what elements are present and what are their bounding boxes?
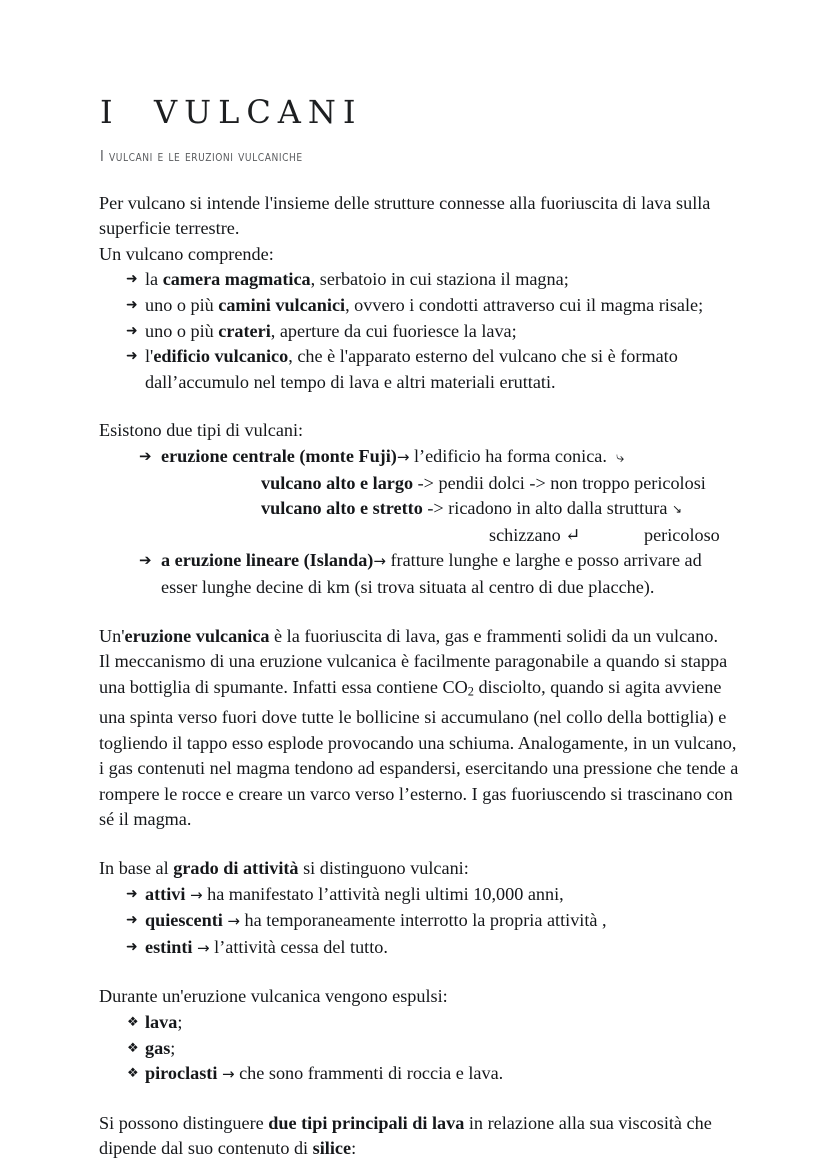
list-item-term: camini vulcanici [218,294,346,315]
list-item-rest: , aperture da cui fuoriesce la lava; [270,320,517,341]
eruption-mechanism [99,649,739,833]
list-item-rest: , che è l'apparato esterno del vulcano che si è formato dall’accumulo nel tempo di lava e altri materiali eruttati. [145,346,678,392]
list-item [99,319,739,345]
lava-types-middle: in relazione alla sua viscosità che dipende dal suo contenuto di [99,1112,712,1159]
arrow-bullet-icon: ➜ [126,322,138,339]
lava-types-paragraph [99,1111,739,1162]
list-item-prefix: uno o più [145,320,219,341]
list-item [99,908,739,935]
arrow-bullet-icon: ➜ [126,912,138,929]
types-heading: Esistono due tipi di vulcani: [99,420,304,441]
lava-types-term-2: silice [312,1138,352,1159]
co2-subscript: 2 [467,684,474,699]
definition-term: eruzione vulcanica [124,625,270,646]
list-item-rest: fratture lunghe e larghe e posso arrivare ad esser lunghe decine di km (si trova situata al centro di due placche). [161,550,702,597]
down-right-arrow-icon: ↘ [671,502,683,517]
subtype-rest: -> ricadono in alto dalla struttura [422,498,668,519]
list-item [99,444,739,471]
right-arrow-bullet-icon: ➔ [139,551,152,570]
activity-heading-term: grado di attività [173,857,299,878]
activity-heading [99,856,739,882]
activity-list [99,882,739,962]
list-item-term: crateri [218,320,271,341]
list-item-rest: ; [177,1011,183,1032]
diamond-bullet-icon: ❖ [127,1066,139,1082]
list-item-rest: ; [170,1037,176,1058]
list-item-rest: ha manifestato l’attività negli ultimi 10,000 anni, [202,883,564,904]
right-arrow-bullet-icon: ➔ [139,446,152,465]
subtype-line-stretto [99,496,739,523]
list-item [99,293,739,319]
activity-heading-prefix: In base al [99,857,174,878]
diamond-bullet-icon: ❖ [127,1040,139,1056]
right-arrow-icon: → [197,938,210,957]
list-item-rest: l’edificio ha forma conica. [409,445,607,466]
list-item-rest: l’attività cessa del tutto. [209,936,388,957]
list-item-term: quiescenti [145,910,223,931]
lava-types-prefix: Si possono distinguere [99,1112,269,1133]
list-item-prefix: la [145,269,163,290]
list-item-term: edificio vulcanico [153,346,289,367]
list-item [99,1010,739,1036]
lava-types-suffix: : [351,1138,357,1159]
list-item-term: camera magmatica [162,269,311,290]
page-title: I VULCANI [100,93,363,131]
right-arrow-icon: → [373,552,386,571]
list-item-rest: , ovvero i condotti attraverso cui il magma risale; [345,294,704,315]
definition-rest: è la fuoriuscita di lava, gas e frammenti solidi da un vulcano. [269,625,718,646]
subtype-line-schizzano [99,523,739,549]
list-item [99,1036,739,1062]
mechanism-part-2: disciolto, quando si agita avviene una spinta verso fuori dove tutte le bollicine si accumulano (nel collo della bottiglia) e togliendo il tappo esso esplode provocando una schiuma. Analogamente, in un vulcano, i gas contenuti nel magma tendono ad espandersi, esercitando una pressione che tende a rompere le rocce e creare un varco verso l’esterno. I gas fuoriuscendo si trascinano con sé il magma. [99,676,739,830]
list-item [99,267,739,293]
list-item [99,1061,739,1088]
pericoloso-label: pericoloso [644,524,720,545]
diamond-bullet-icon: ❖ [127,1014,139,1030]
expelled-list [99,1010,739,1088]
arrow-bullet-icon: ➜ [126,348,138,365]
list-item [99,344,739,395]
list-item [99,548,739,600]
definition-prefix: Un' [99,625,125,646]
types-list [99,444,739,471]
lava-types-term: due tipi principali di lava [268,1112,465,1133]
arrow-bullet-icon: ➜ [126,271,138,288]
list-item [99,935,739,962]
list-item-term: piroclasti [145,1063,218,1084]
intro-paragraph-1: Per vulcano si intende l'insieme delle strutture connesse alla fuoriuscita di lava sulla superficie terrestre. [99,192,711,239]
right-arrow-icon: → [189,885,203,904]
list-item-term: a eruzione lineare (Islanda) [161,550,374,571]
subtype-rest: -> pendii dolci -> non troppo pericolosi [413,472,706,493]
arrow-bullet-icon: ➜ [126,885,138,902]
list-item-term: lava [145,1011,178,1032]
components-list [99,267,739,395]
list-item-rest: che sono frammenti di roccia e lava. [234,1063,504,1084]
right-arrow-icon: → [396,447,410,466]
list-item-term: gas [145,1037,171,1058]
list-item-term: estinti [145,936,193,957]
list-item [99,882,739,909]
turn-down-arrow-icon: ⤷ [615,447,625,466]
types-list-continued [99,548,739,600]
subtype-term: vulcano alto e largo [261,472,414,493]
right-arrow-icon: → [227,912,240,931]
document-content [99,93,739,1162]
list-item-prefix: l' [145,346,154,367]
page-subtitle: I vulcani e le eruzioni vulcaniche [100,146,303,165]
eruption-definition [99,624,739,650]
subtype-term: vulcano alto e stretto [261,498,423,519]
list-item-rest: , serbatoio in cui staziona il magna; [310,269,569,290]
list-item-rest: ha temporaneamente interrotto la propria attività , [239,910,607,931]
intro-paragraph-2: Un vulcano comprende: [99,243,274,264]
list-item-term: attivi [145,883,186,904]
schizzano-label: schizzano ↵ [489,524,581,545]
arrow-bullet-icon: ➜ [126,296,138,313]
list-item-term: eruzione centrale (monte Fuji) [161,445,397,466]
activity-heading-rest: si distinguono vulcani: [298,857,469,878]
arrow-bullet-icon: ➜ [126,938,138,955]
mechanism-part-1: Il meccanismo di una eruzione vulcanica è facilmente paragonabile a quando si stappa una bottiglia di spumante. Infatti essa contiene CO [99,651,728,697]
subtype-line-largo [99,471,739,497]
expelled-heading: Durante un'eruzione vulcanica vengono espulsi: [99,986,448,1007]
list-item-prefix: uno o più [145,294,219,315]
right-arrow-icon: → [221,1065,235,1084]
